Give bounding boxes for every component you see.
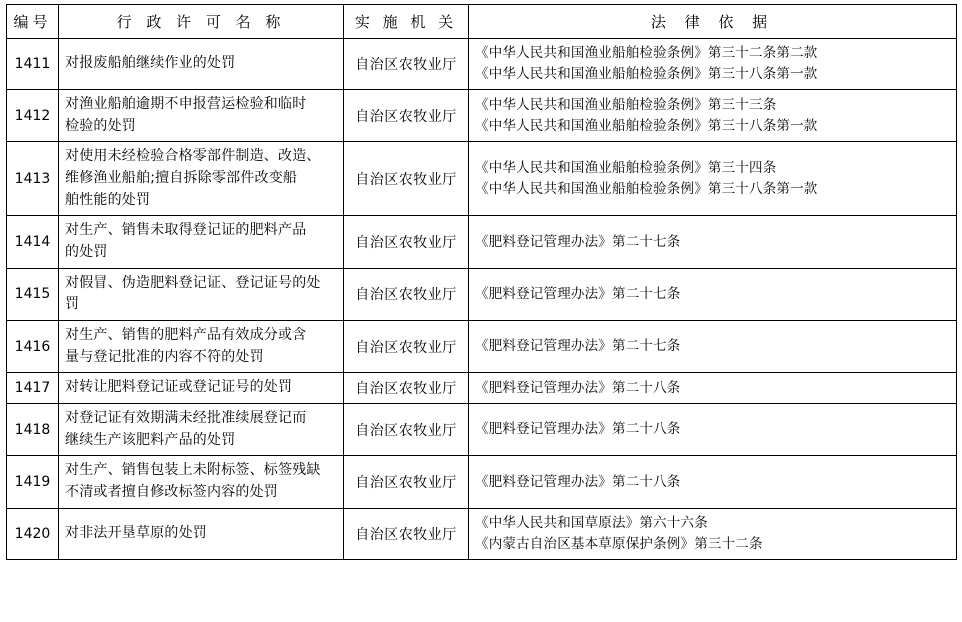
legal-basis-line: 《中华人民共和国渔业船舶检验条例》第三十八条第一款 <box>475 65 818 82</box>
permit-name-line: 罚 <box>65 296 80 313</box>
cell-implementing-agency: 自治区农牧业厅 <box>344 268 469 320</box>
permit-name-line: 不清或者擅自修改标签内容的处罚 <box>65 484 278 501</box>
permit-name-line: 对渔业船舶逾期不申报营运检验和临时 <box>65 95 307 112</box>
legal-basis-line: 《中华人民共和国渔业船舶检验条例》第三十二条第二款 <box>475 45 818 61</box>
legal-basis-line: 《肥料登记管理办法》第二十八条 <box>475 421 681 438</box>
cell-permit-name <box>59 89 344 141</box>
cell-legal-basis <box>469 508 957 559</box>
permit-name-line: 检验的处罚 <box>65 117 136 134</box>
cell-implementing-agency: 自治区农牧业厅 <box>344 508 469 559</box>
administrative-permit-table <box>6 4 957 560</box>
legal-basis-line: 《中华人民共和国渔业船舶检验条例》第三十八条第一款 <box>475 180 818 197</box>
cell-implementing-agency: 自治区农牧业厅 <box>344 456 469 508</box>
legal-basis-line: 《中华人民共和国渔业船舶检验条例》第三十三条 <box>475 96 777 113</box>
cell-id: 1417 <box>7 373 59 404</box>
permit-name-line: 对使用未经检验合格零部件制造、改造、 <box>65 148 321 165</box>
legal-basis-line: 《中华人民共和国草原法》第六十六条 <box>475 514 708 531</box>
permit-name-line: 对登记证有效期满未经批准续展登记而 <box>65 410 307 427</box>
cell-id: 1420 <box>7 508 59 559</box>
header-permit-name: 行 政 许 可 名 称 <box>59 5 344 39</box>
table-row <box>7 39 957 90</box>
header-row <box>7 5 957 39</box>
permit-name-line: 继续生产该肥料产品的处罚 <box>65 431 236 448</box>
cell-legal-basis <box>469 216 957 268</box>
permit-name-line: 对生产、销售的肥料产品有效成分或含 <box>65 327 307 344</box>
cell-implementing-agency: 自治区农牧业厅 <box>344 142 469 216</box>
cell-id: 1412 <box>7 89 59 141</box>
cell-permit-name <box>59 373 344 404</box>
table-row <box>7 508 957 559</box>
table-row <box>7 89 957 141</box>
legal-basis-line: 《肥料登记管理办法》第二十七条 <box>475 338 681 355</box>
legal-basis-line: 《内蒙古自治区基本草原保护条例》第三十二条 <box>475 535 763 552</box>
cell-permit-name <box>59 216 344 268</box>
cell-id: 1416 <box>7 321 59 373</box>
cell-id: 1419 <box>7 456 59 508</box>
permit-name-line: 对假冒、伪造肥料登记证、登记证号的处 <box>65 274 321 291</box>
legal-basis-line: 《肥料登记管理办法》第二十八条 <box>475 473 681 490</box>
cell-implementing-agency: 自治区农牧业厅 <box>344 89 469 141</box>
cell-legal-basis <box>469 142 957 216</box>
cell-permit-name <box>59 456 344 508</box>
cell-legal-basis <box>469 89 957 141</box>
cell-legal-basis <box>469 321 957 373</box>
legal-basis-line: 《肥料登记管理办法》第二十七条 <box>475 233 681 250</box>
table-row <box>7 216 957 268</box>
header-legal-basis: 法 律 依 据 <box>469 5 957 39</box>
cell-legal-basis <box>469 39 957 90</box>
permit-name-line: 维修渔业船舶;擅自拆除零部件改变船 <box>65 169 298 186</box>
cell-implementing-agency: 自治区农牧业厅 <box>344 404 469 456</box>
permit-name-line: 对报废船舶继续作业的处罚 <box>65 55 236 72</box>
cell-implementing-agency: 自治区农牧业厅 <box>344 39 469 90</box>
legal-basis-line: 《肥料登记管理办法》第二十八条 <box>475 379 681 396</box>
cell-permit-name <box>59 321 344 373</box>
permit-name-line: 的处罚 <box>65 243 108 260</box>
header-implementing-agency: 实 施 机 关 <box>344 5 469 39</box>
table-row <box>7 268 957 320</box>
cell-permit-name <box>59 39 344 90</box>
cell-legal-basis <box>469 404 957 456</box>
cell-id: 1411 <box>7 39 59 90</box>
table-row <box>7 142 957 216</box>
permit-name-line: 对生产、销售包装上未附标签、标签残缺 <box>65 462 321 479</box>
permit-name-line: 对转让肥料登记证或登记证号的处罚 <box>65 379 293 396</box>
cell-permit-name <box>59 404 344 456</box>
cell-id: 1415 <box>7 268 59 320</box>
legal-basis-line: 《中华人民共和国渔业船舶检验条例》第三十八条第一款 <box>475 117 818 134</box>
cell-permit-name <box>59 508 344 559</box>
cell-id: 1418 <box>7 404 59 456</box>
legal-basis-line: 《中华人民共和国渔业船舶检验条例》第三十四条 <box>475 159 777 176</box>
cell-id: 1413 <box>7 142 59 216</box>
table-row <box>7 404 957 456</box>
table-row <box>7 321 957 373</box>
cell-legal-basis <box>469 268 957 320</box>
cell-id: 1414 <box>7 216 59 268</box>
table-row <box>7 456 957 508</box>
cell-permit-name <box>59 268 344 320</box>
header-id: 编号 <box>7 5 59 39</box>
cell-legal-basis <box>469 456 957 508</box>
legal-basis-line: 《肥料登记管理办法》第二十七条 <box>475 285 681 302</box>
cell-implementing-agency: 自治区农牧业厅 <box>344 321 469 373</box>
permit-name-line: 舶性能的处罚 <box>65 191 151 208</box>
table-row <box>7 373 957 404</box>
permit-name-line: 对非法开垦草原的处罚 <box>65 524 207 541</box>
permit-name-line: 对生产、销售未取得登记证的肥料产品 <box>65 222 307 239</box>
permit-name-line: 量与登记批准的内容不符的处罚 <box>65 348 264 365</box>
cell-permit-name <box>59 142 344 216</box>
table-body <box>7 39 957 560</box>
cell-legal-basis <box>469 373 957 404</box>
cell-implementing-agency: 自治区农牧业厅 <box>344 216 469 268</box>
table-header <box>7 5 957 39</box>
cell-implementing-agency: 自治区农牧业厅 <box>344 373 469 404</box>
